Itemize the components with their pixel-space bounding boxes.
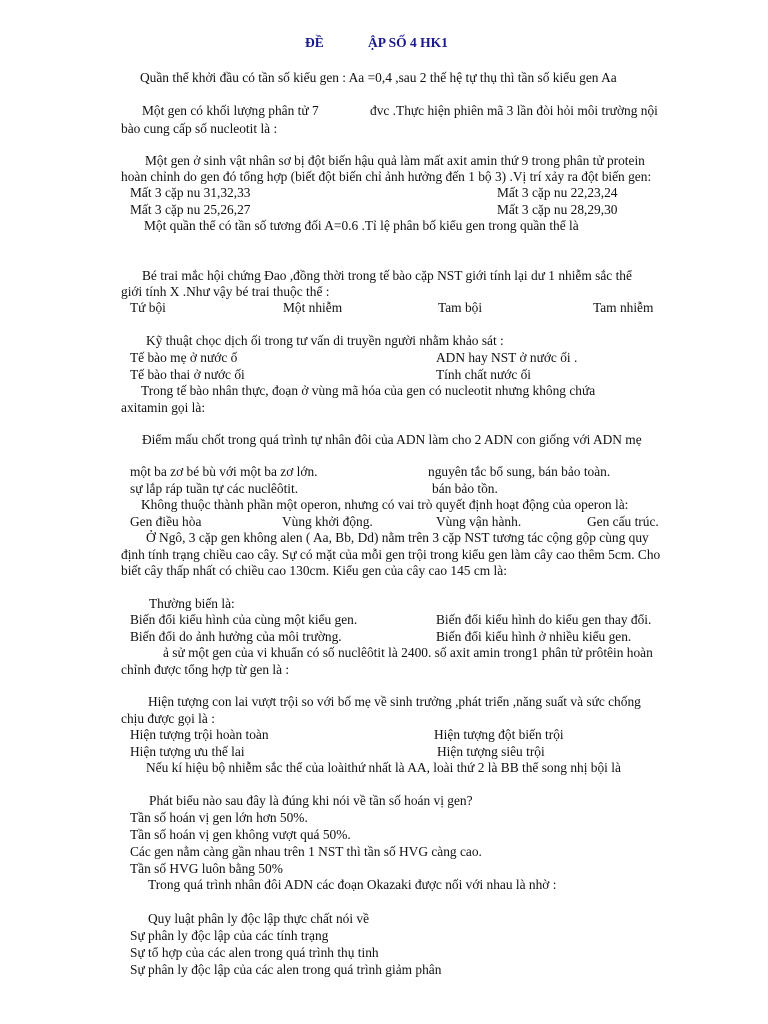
q8-option-c: sự lắp ráp tuần tự các nuclêôtit. bbox=[130, 481, 299, 496]
q9-line1: Không thuộc thành phần một operon, nhưng có vai trò quyết định hoạt động của operon là: bbox=[141, 497, 629, 512]
q5-option-d: Tam nhiễm bbox=[593, 300, 654, 315]
q15-option-c: Các gen nằm càng gần nhau trên 1 NST thì tần số HVG càng cao. bbox=[130, 844, 482, 859]
q3-line2: hoàn chỉnh do gen đó tổng hợp (biết đột biến chỉ ảnh hưởng đến 1 bộ 3) .Vị trí xảy ra đột biến gen: bbox=[121, 169, 652, 184]
q3-option-a: Mất 3 cặp nu 31,32,33 bbox=[130, 185, 251, 200]
q11-option-c: Biến đổi do ảnh hưởng của môi trường. bbox=[130, 629, 342, 644]
q6-line1: Kỹ thuật chọc dịch ối trong tư vấn di truyền người nhằm khảo sát : bbox=[146, 333, 504, 348]
q10-line2: định tính trạng chiều cao cây. Sự có mặt của mỗi gen trội trong kiểu gen làm cây cao thêm 5cm. Cho bbox=[121, 547, 661, 562]
q11-line1: Thường biến là: bbox=[149, 596, 235, 611]
q13-option-b: Hiện tượng đột biến trội bbox=[434, 727, 564, 742]
q9-option-b: Vùng khởi động. bbox=[282, 514, 373, 529]
q8-option-a: một ba zơ bé bù với một ba zơ lớn. bbox=[130, 464, 318, 479]
q15-line1: Phát biểu nào sau đây là đúng khi nói về tần số hoán vị gen? bbox=[149, 793, 473, 808]
q12-line1: ả sử một gen của vi khuẩn có số nuclêôtit là 2400. số axit amin trong1 phân tử prôtêin hoàn bbox=[163, 645, 653, 660]
q10-line3: biết cây thấp nhất có chiều cao 130cm. Kiểu gen của cây cao 145 cm là: bbox=[121, 563, 507, 578]
q7-line2: axitamin gọi là: bbox=[121, 400, 206, 415]
q3-option-b: Mất 3 cặp nu 22,23,24 bbox=[497, 185, 618, 200]
q17-option-b: Sự tổ hợp của các alen trong quá trình thụ tinh bbox=[130, 945, 379, 960]
q7-line1: Trong tế bào nhân thực, đoạn ở vùng mã hóa của gen có nucleotit nhưng không chứa bbox=[141, 383, 596, 398]
q6-option-b: ADN hay NST ở nước ối . bbox=[436, 350, 578, 365]
q5-option-a: Tứ bội bbox=[130, 300, 166, 315]
q3-option-d: Mất 3 cặp nu 28,29,30 bbox=[497, 202, 618, 217]
q9-option-d: Gen cấu trúc. bbox=[587, 514, 659, 529]
q3-line1: Một gen ở sinh vật nhân sơ bị đột biến hậu quả làm mất axit amin thứ 9 trong phân tử protein bbox=[145, 153, 645, 168]
q11-option-d: Biến đổi kiểu hình ở nhiều kiểu gen. bbox=[436, 629, 632, 644]
title-left: ĐỀ bbox=[305, 35, 324, 50]
q15-option-b: Tần số hoán vị gen không vượt quá 50%. bbox=[130, 827, 351, 842]
q17-option-c: Sự phân ly độc lập của các alen trong quá trình giảm phân bbox=[130, 962, 442, 977]
q13-line1: Hiện tượng con lai vượt trội so với bố mẹ về sinh trưởng ,phát triển ,năng suất và sức chống bbox=[148, 694, 641, 709]
q16-line1: Trong quá trình nhân đôi ADN các đoạn Okazaki được nối với nhau là nhờ : bbox=[148, 877, 557, 892]
title-right: ẬP SỐ 4 HK1 bbox=[368, 35, 448, 50]
q8-option-d: bán bảo tồn. bbox=[432, 481, 498, 496]
q11-option-b: Biến đổi kiểu hình do kiểu gen thay đổi. bbox=[436, 612, 652, 627]
q5-option-c: Tam bội bbox=[438, 300, 483, 315]
q9-option-c: Vùng vận hành. bbox=[436, 514, 522, 529]
q13-line2: chịu được gọi là : bbox=[121, 711, 215, 726]
q2-line2: bào cung cấp số nucleotit là : bbox=[121, 121, 278, 136]
q9-option-a: Gen điều hòa bbox=[130, 514, 202, 529]
q17-option-a: Sự phân ly độc lập của các tính trạng bbox=[130, 928, 329, 943]
q2-line1b: đvc .Thực hiện phiên mã 3 lần đòi hỏi môi trường nội bbox=[370, 103, 658, 118]
q6-option-d: Tính chất nước ối bbox=[436, 367, 532, 382]
q13-option-c: Hiện tượng ưu thế lai bbox=[130, 744, 245, 759]
q8-line1: Điểm mấu chốt trong quá trình tự nhân đôi của ADN làm cho 2 ADN con giống với ADN mẹ bbox=[142, 432, 642, 447]
q13-option-a: Hiện tượng trội hoàn toàn bbox=[130, 727, 269, 742]
q15-option-d: Tần số HVG luôn bằng 50% bbox=[130, 861, 283, 876]
q8-option-b: nguyên tắc bổ sung, bán bảo toàn. bbox=[428, 464, 611, 479]
q1-line1: Quần thể khởi đầu có tần số kiểu gen : Aa =0,4 ,sau 2 thế hệ tự thụ thì tần số kiểu gen Aa bbox=[140, 70, 617, 85]
q5-option-b: Một nhiễm bbox=[283, 300, 343, 315]
q14-line1: Nếu kí hiệu bộ nhiễm sắc thể của loàithứ nhất là AA, loài thứ 2 là BB thể song nhị bội là bbox=[146, 760, 621, 775]
q12-line2: chỉnh được tổng hợp từ gen là : bbox=[121, 662, 290, 677]
q2-line1a: Một gen có khối lượng phân tử 7 bbox=[142, 103, 319, 118]
q5-line1: Bé trai mắc hội chứng Đao ,đồng thời trong tế bào cặp NST giới tính lại dư 1 nhiễm sắc thể bbox=[142, 268, 632, 283]
q17-line1: Quy luật phân ly độc lập thực chất nói về bbox=[148, 911, 370, 926]
q15-option-a: Tần số hoán vị gen lớn hơn 50%. bbox=[130, 810, 308, 825]
q6-option-c: Tế bào thai ở nước ối bbox=[130, 367, 245, 382]
q6-option-a: Tế bào mẹ ở nước ố bbox=[130, 350, 238, 365]
q11-option-a: Biến đổi kiểu hình của cùng một kiểu gen. bbox=[130, 612, 358, 627]
q3-option-c: Mất 3 cặp nu 25,26,27 bbox=[130, 202, 251, 217]
q13-option-d: Hiện tượng siêu trội bbox=[437, 744, 545, 759]
q4-line1: Một quần thể có tần số tương đối A=0.6 .Tỉ lệ phân bố kiểu gen trong quần thể là bbox=[144, 218, 579, 233]
q5-line2: giới tính X .Như vậy bé trai thuộc thể : bbox=[121, 284, 330, 299]
q10-line1: Ở Ngô, 3 cặp gen không alen ( Aa, Bb, Dd) nằm trên 3 cặp NST tương tác cộng gộp cùng quy bbox=[146, 530, 649, 545]
